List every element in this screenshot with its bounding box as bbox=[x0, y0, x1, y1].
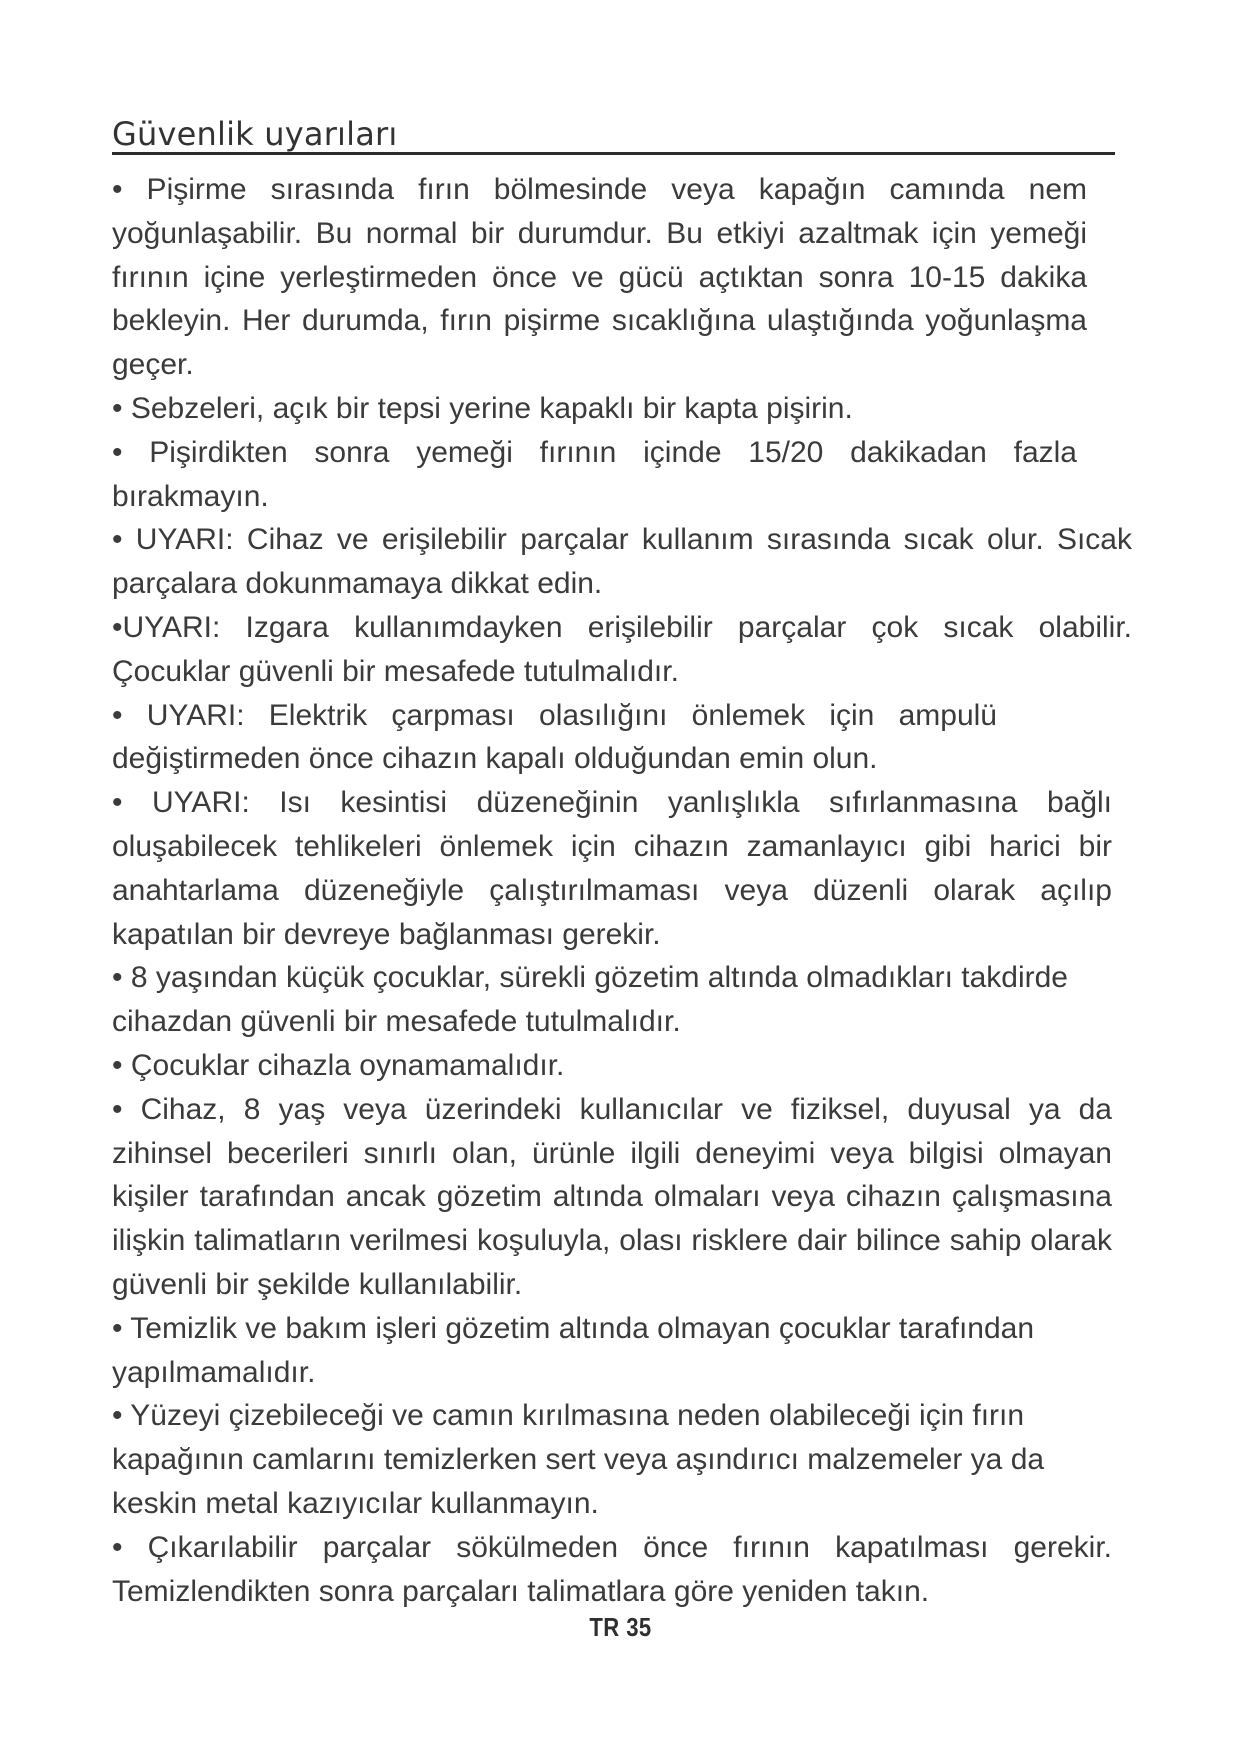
warning-item-vegetables: • Sebzeleri, açık bir tepsi yerine kapaklı bir kapta pişirin. bbox=[112, 391, 853, 425]
warning-item-hot-parts: • UYARI: Cihaz ve erişilebilir parçalar kullanım sırasında sıcak olur. Sıcak parçalara dokunmamaya dikkat edin. bbox=[112, 523, 1132, 601]
page-number: TR 35 bbox=[589, 1612, 652, 1642]
warning-item-children-play: • Çocuklar cihazla oynamamalıdır. bbox=[112, 1048, 565, 1082]
section-title: Güvenlik uyarıları bbox=[112, 115, 398, 153]
warning-item-children-distance: • 8 yaşından küçük çocuklar, sürekli gözetim altında olmadıkları takdirde cihazdan güvenli bir mesafede tutulmalıdır. bbox=[112, 961, 1068, 1039]
warning-item-supervision: • Cihaz, 8 yaş veya üzerindeki kullanıcılar ve fiziksel, duyusal ya da zihinsel becerileri sınırlı olan, ürünle ilgili deneyimi veya bilgisi olmayan kişiler tarafından ancak gözetim altında olmaları veya cihazın çalışmasına ilişkin talimatların verilmesi koşuluyla, olası risklere dair bilince sahip olarak güvenli bir şekilde kullanılabilir. bbox=[112, 1092, 1112, 1301]
warning-item-thermal-cutout: • UYARI: Isı kesintisi düzeneğinin yanlışlıkla sıfırlanmasına bağlı oluşabilecek tehlikeleri önlemek için cihazın zamanlayıcı gibi harici bir anahtarlama düzeneğiyle çalıştırılmaması veya düzenli olarak açılıp kapatılan bir devreye bağlanması gerekir. bbox=[112, 786, 1112, 951]
warning-item-condensation: • Pişirme sırasında fırın bölmesinde veya kapağın camında nem yoğunlaşabilir. Bu normal bir durumdur. Bu etkiyi azaltmak için yemeği fırının içine yerleştirmeden önce ve gücü açtıktan sonra 10-15 dakika bekleyin. Her durumda, fırın pişirme sıcaklığına ulaştığında yoğunlaşma geçer. bbox=[112, 173, 1087, 382]
warning-item-lamp: • UYARI: Elektrik çarpması olasılığını önlemek için ampulü değiştirmeden önce cihazın kapalı olduğundan emin olun. bbox=[112, 698, 997, 776]
warning-item-removable-parts: • Çıkarılabilir parçalar sökülmeden önce fırının kapatılması gerekir. Temizlendikten sonra parçaları talimatlara göre yeniden takın. bbox=[112, 1530, 1112, 1608]
safety-warnings-list bbox=[112, 168, 1152, 1613]
warning-item-cleaning-children: • Temizlik ve bakım işleri gözetim altında olmayan çocuklar tarafından yapılmamalıdır. bbox=[112, 1311, 1035, 1389]
warning-item-glass-cleaning: • Yüzeyi çizebileceği ve camın kırılmasına neden olabileceği için fırın kapağının camlarını temizlerken sert veya aşındırıcı malzemeler ya da keskin metal kazıyıcılar kullanmayın. bbox=[112, 1399, 1045, 1520]
warning-item-leave-food: • Pişirdikten sonra yemeği fırının içinde 15/20 dakikadan fazla bırakmayın. bbox=[112, 435, 1077, 513]
warning-item-grill: •UYARI: Izgara kullanımdayken erişilebilir parçalar çok sıcak olabilir. Çocuklar güvenli bir mesafede tutulmalıdır. bbox=[112, 610, 1132, 688]
section-header bbox=[112, 108, 1115, 155]
